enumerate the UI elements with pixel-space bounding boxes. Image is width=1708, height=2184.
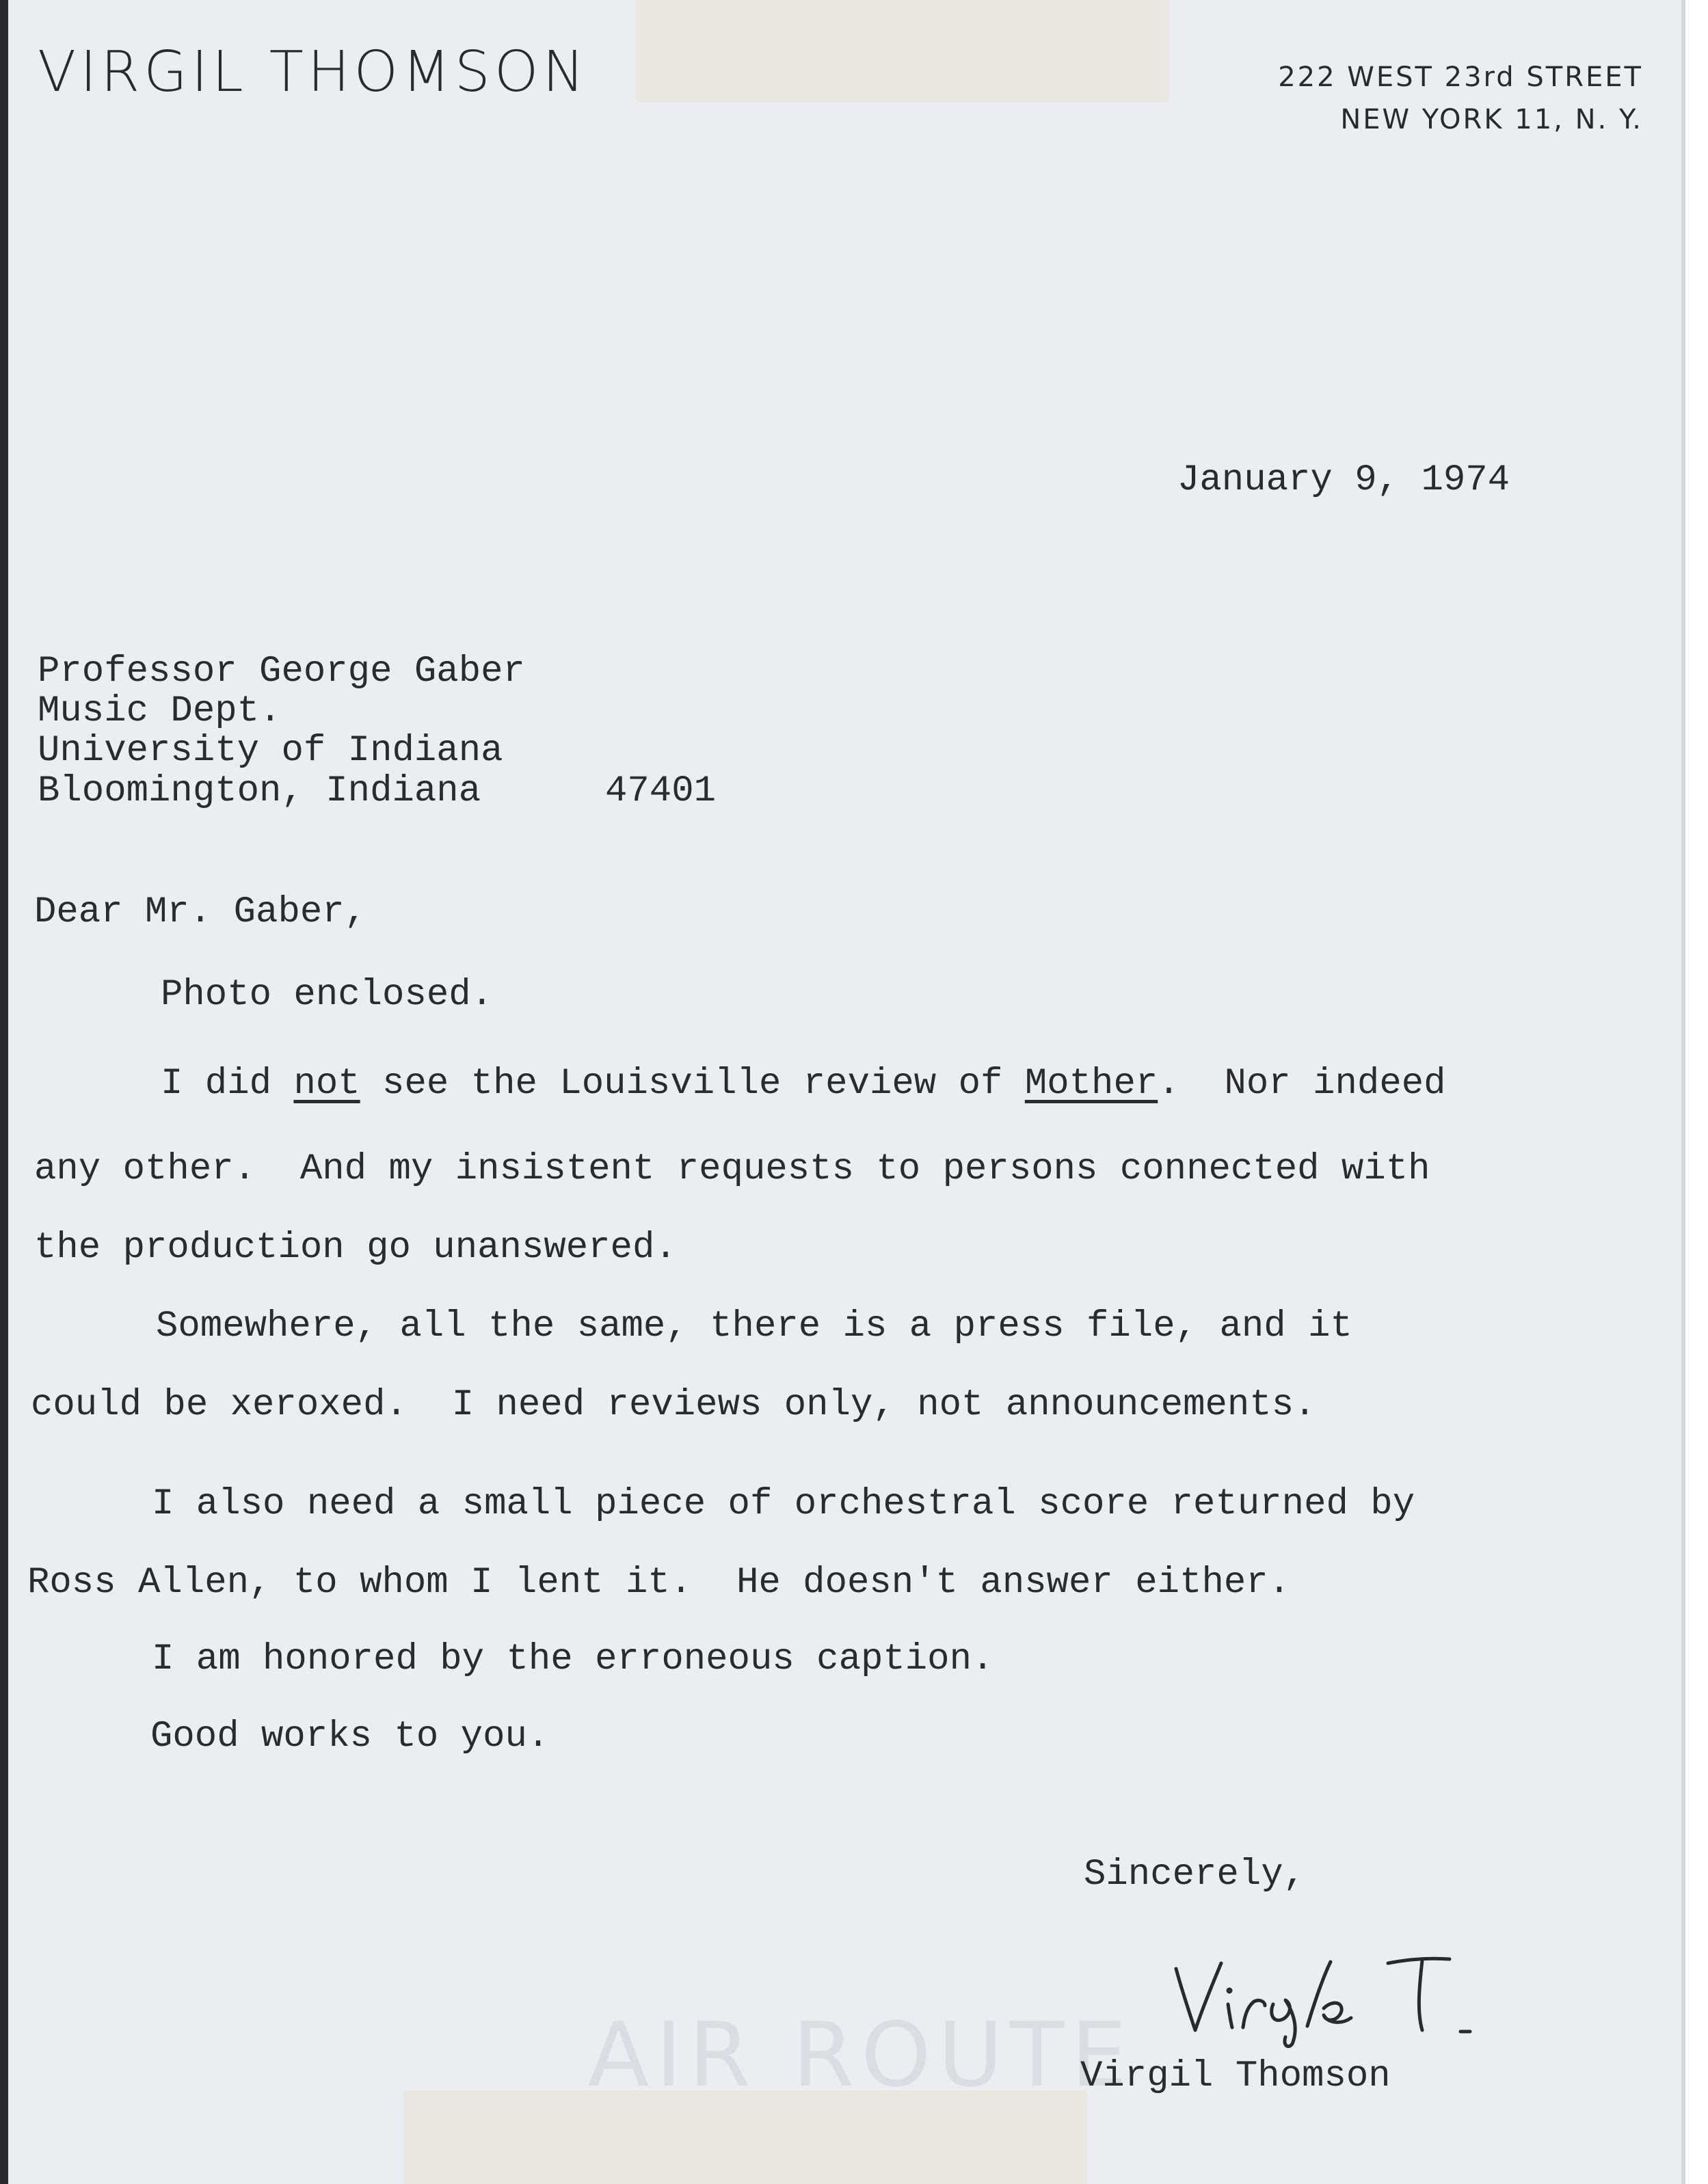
recipient-line3: University of Indiana — [38, 730, 503, 772]
p2-underlined-mother: Mother — [1024, 1063, 1158, 1105]
paragraph-2-line1 — [161, 1063, 1446, 1105]
paragraph-1: Photo enclosed. — [161, 974, 494, 1016]
tape-top — [636, 0, 1169, 103]
signer-name: Virgil Thomson — [1080, 2055, 1391, 2097]
recipient-zip: 47401 — [605, 770, 717, 812]
p2-text-b: see the Louisville review of — [360, 1063, 1025, 1105]
letterhead-address — [1278, 56, 1643, 141]
paragraph-4-line2: Ross Allen, to whom I lent it. He doesn't answer either. — [27, 1562, 1291, 1604]
paragraph-3-line2: could be xeroxed. I need reviews only, not announcements. — [31, 1384, 1316, 1426]
recipient-line4: Bloomington, Indiana — [38, 770, 481, 812]
letterhead-address-line2: NEW YORK 11, N. Y. — [1340, 104, 1643, 135]
paragraph-3-line1: Somewhere, all the same, there is a press file, and it — [156, 1306, 1352, 1347]
recipient-line1: Professor George Gaber — [38, 651, 525, 692]
p2-text-a: I did — [161, 1063, 294, 1105]
closing: Sincerely, — [1084, 1854, 1306, 1896]
letter-date: January 9, 1974 — [1177, 459, 1510, 501]
paragraph-6: Good works to you. — [150, 1716, 550, 1757]
recipient-line2: Music Dept. — [38, 690, 282, 732]
page-left-edge — [0, 0, 8, 2184]
letterhead-name: VIRGIL THOMSON — [38, 40, 589, 105]
paragraph-2-line3: the production go unanswered. — [34, 1227, 677, 1269]
paragraph-2-line2: any other. And my insistent requests to persons connected with — [34, 1148, 1430, 1190]
handwritten-signature — [1162, 1928, 1518, 2051]
watermark-text: AIR ROUTE — [588, 2003, 1134, 2107]
paragraph-4-line1: I also need a small piece of orchestral score returned by — [152, 1483, 1415, 1525]
letterhead-address-line1: 222 WEST 23rd STREET — [1278, 62, 1643, 93]
p2-text-c: . Nor indeed — [1158, 1063, 1446, 1105]
paragraph-5: I am honored by the erroneous caption. — [152, 1639, 994, 1680]
p2-underlined-not: not — [293, 1063, 360, 1105]
salutation: Dear Mr. Gaber, — [34, 891, 367, 933]
